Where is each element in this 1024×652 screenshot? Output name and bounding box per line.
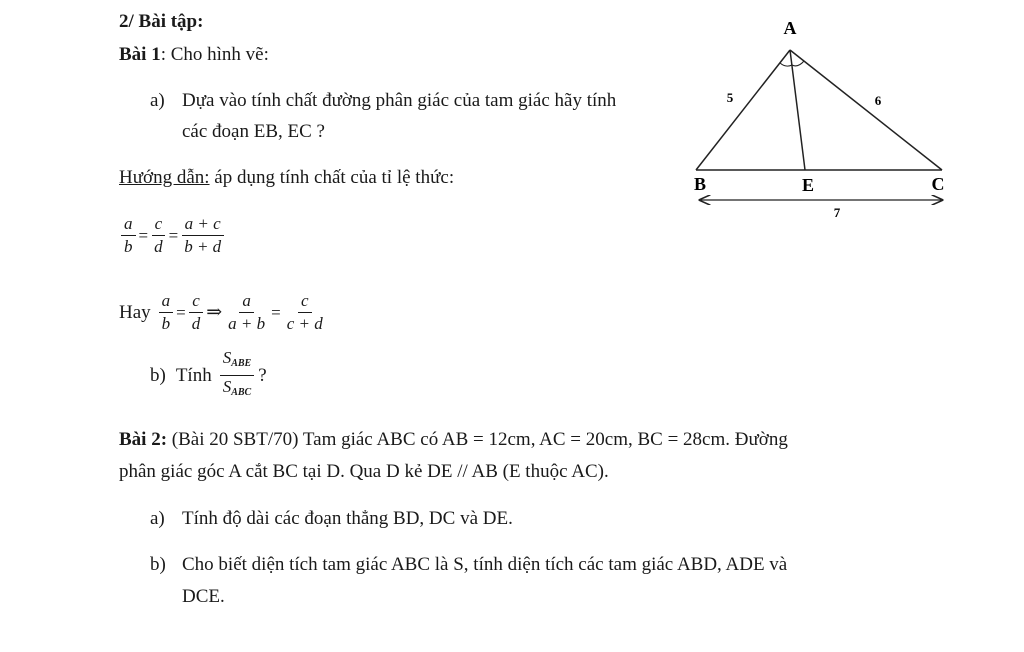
bai2-b-line2: DCE. [182, 586, 225, 607]
length-label-AC: 6 [874, 93, 882, 108]
bisector-AE [790, 50, 805, 170]
vertex-label-C: C [931, 174, 945, 194]
bai1-b-question: ? [258, 364, 267, 386]
frac2-c-cpd: $\frac{c}{c + d}$ [286, 291, 323, 333]
point-label-E: E [801, 175, 815, 195]
vertex-label-A: A [783, 18, 797, 38]
side-AB [696, 50, 790, 170]
hay-word: Hay [119, 301, 151, 323]
bai1-a-marker: a) [150, 90, 165, 111]
side-AC [790, 50, 942, 170]
bai2-b-marker: b) [150, 554, 166, 575]
angle-arc-left [780, 63, 792, 66]
formula-hay: Hay $\frac{a}{b}$ = $\frac{c}{d}$ ⇒ $\frac{a}{a + b}$ = $\frac{c}{c + d}$ [119, 291, 328, 334]
bai1-a-line1: Dựa vào tính chất đường phân giác của tam giác hãy tính [182, 90, 617, 111]
length-label-BC: 7 [833, 205, 841, 220]
guide-line [119, 166, 454, 190]
bai1-a-line2: các đoạn EB, EC ? [182, 121, 325, 142]
frac-c-d: $\frac{c}{d}$ [151, 214, 166, 257]
bai1-intro: : Cho hình vẽ: [160, 44, 269, 65]
formula-proportion: $\frac{a}{b}$ = $\frac{c}{d}$ = $\frac{a + c}{b + d}$ [119, 214, 226, 257]
section-title: 2/ Bài tập: [119, 11, 204, 32]
area-ratio: $\frac{S_{ABE}}{S_{ABC}}$ [220, 348, 255, 403]
implies-arrow: ⇒ [206, 302, 223, 323]
length-label-AB: 5 [726, 90, 734, 105]
bai2-label: Bài 2: [119, 429, 168, 450]
frac2-a-apb: $\frac{a}{a + b}$ [228, 291, 266, 333]
triangle-figure [680, 10, 970, 225]
frac2-a-b: $\frac{a}{b}$ [159, 291, 174, 334]
bai2-line1: Bài 2: (Bài 20 SBT/70) Tam giác ABC có AB = 12cm, AC = 20cm, BC = 28cm. Đường [119, 429, 788, 450]
guide-label: Hướng dẫn: [119, 167, 210, 188]
angle-arc-right [792, 61, 804, 66]
bai2-line2: phân giác góc A cắt BC tại D. Qua D kẻ DE // AB (E thuộc AC). [119, 461, 609, 482]
bai1-b-text: Tính [175, 364, 212, 386]
bai2-a-text: Tính độ dài các đoạn thẳng BD, DC và DE. [182, 508, 513, 529]
bai1-label: Bài 1 [119, 44, 161, 65]
frac-a-b: $\frac{a}{b}$ [121, 214, 136, 257]
bai2-a-marker: a) [150, 508, 165, 529]
bai2-b-line1: Cho biết diện tích tam giác ABC là S, tính diện tích các tam giác ABD, ADE và [182, 554, 788, 575]
bai1-heading [119, 43, 269, 67]
frac-apc-bpd: $\frac{a + c}{b + d}$ [181, 214, 224, 257]
frac2-c-d: $\frac{c}{d}$ [189, 291, 204, 334]
bai1-b-marker: b) [150, 364, 166, 386]
guide-text: áp dụng tính chất của tỉ lệ thức: [209, 167, 455, 188]
bai1-b-row [150, 348, 267, 403]
vertex-label-B: B [693, 174, 707, 194]
